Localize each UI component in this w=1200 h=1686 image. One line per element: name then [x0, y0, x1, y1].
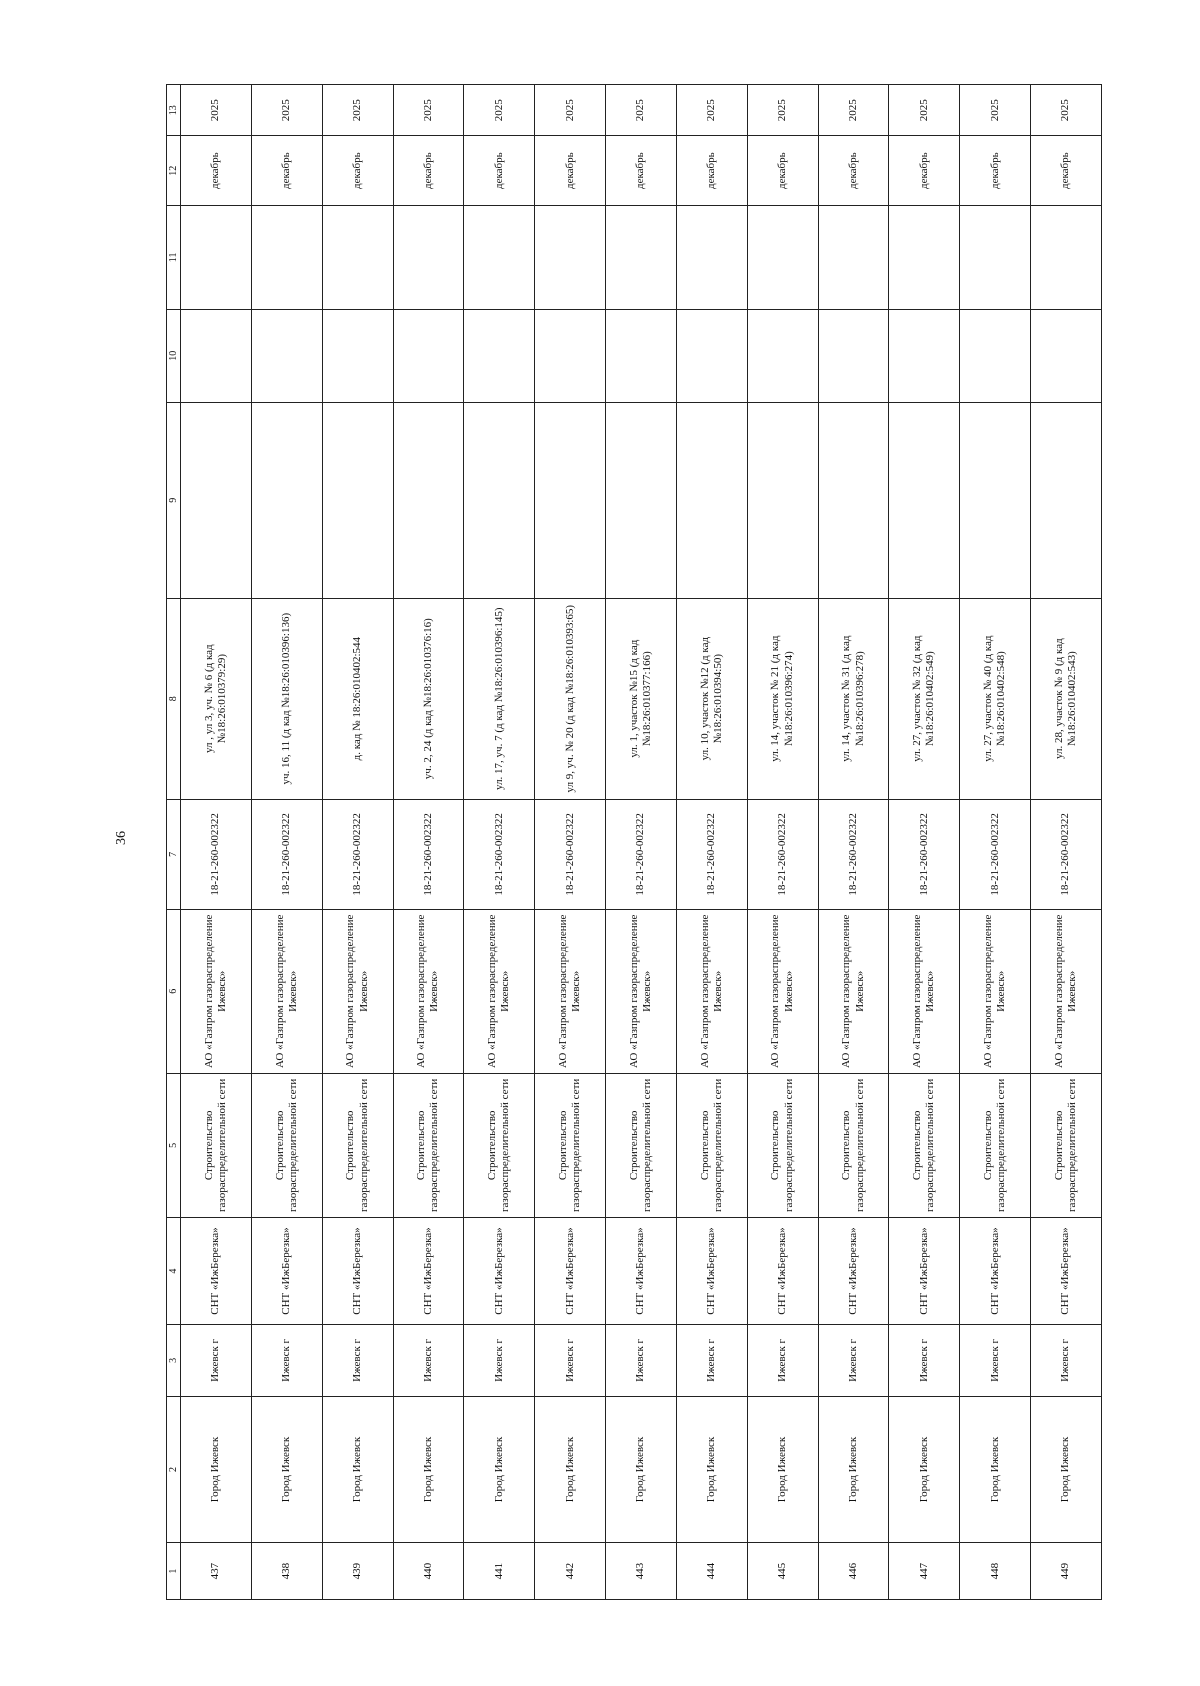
column-number: 8: [167, 598, 181, 799]
year-cell: 2025: [322, 85, 393, 136]
column-number: 12: [167, 136, 181, 206]
document-number-cell: 18-21-260-002322: [676, 799, 747, 909]
year-cell: 2025: [889, 85, 960, 136]
month-cell: декабрь: [747, 136, 818, 206]
snt-cell: СНТ «ИжБерезка»: [960, 1218, 1031, 1325]
col9-cell: [181, 402, 252, 598]
work-type-cell: Строительство газораспределительной сети: [1031, 1073, 1102, 1217]
work-type-cell: Строительство газораспределительной сети: [322, 1073, 393, 1217]
snt-cell: СНТ «ИжБерезка»: [464, 1218, 535, 1325]
municipality-cell: Город Ижевск: [464, 1396, 535, 1543]
col11-cell: [181, 205, 252, 309]
table-row: [606, 85, 677, 1600]
col10-cell: [818, 309, 889, 402]
municipality-cell: Город Ижевск: [393, 1396, 464, 1543]
month-cell: декабрь: [181, 136, 252, 206]
organization-cell: АО «Газпром газораспределение Ижевск»: [181, 909, 252, 1073]
organization-cell: АО «Газпром газораспределение Ижевск»: [747, 909, 818, 1073]
col11-cell: [1031, 205, 1102, 309]
municipality-cell: Город Ижевск: [251, 1396, 322, 1543]
month-cell: декабрь: [393, 136, 464, 206]
col10-cell: [251, 309, 322, 402]
document-number-cell: 18-21-260-002322: [1031, 799, 1102, 909]
row-number: 437: [181, 1543, 252, 1600]
month-cell: декабрь: [676, 136, 747, 206]
col9-cell: [960, 402, 1031, 598]
municipality-cell: Город Ижевск: [676, 1396, 747, 1543]
col11-cell: [960, 205, 1031, 309]
address-cell: ул. 27, участок № 40 (д кад №18:26:010402:548): [960, 598, 1031, 799]
table-row: [960, 85, 1031, 1600]
year-cell: 2025: [181, 85, 252, 136]
address-cell: ул. 28, участок № 9 (д кад №18:26:010402:543): [1031, 598, 1102, 799]
row-number: 439: [322, 1543, 393, 1600]
address-cell: ул. 10, участок №12 (д кад №18:26:010394:50): [676, 598, 747, 799]
month-cell: декабрь: [606, 136, 677, 206]
column-number: 2: [167, 1396, 181, 1543]
col9-cell: [676, 402, 747, 598]
document-number-cell: 18-21-260-002322: [181, 799, 252, 909]
year-cell: 2025: [251, 85, 322, 136]
year-cell: 2025: [747, 85, 818, 136]
col9-cell: [889, 402, 960, 598]
year-cell: 2025: [818, 85, 889, 136]
col10-cell: [464, 309, 535, 402]
municipality-cell: Город Ижевск: [181, 1396, 252, 1543]
document-number-cell: 18-21-260-002322: [393, 799, 464, 909]
snt-cell: СНТ «ИжБерезка»: [747, 1218, 818, 1325]
year-cell: 2025: [535, 85, 606, 136]
settlement-cell: Ижевск г: [535, 1325, 606, 1397]
month-cell: декабрь: [818, 136, 889, 206]
month-cell: декабрь: [464, 136, 535, 206]
table-row: [181, 85, 252, 1600]
address-cell: уч. 16, 11 (д кад №18:26:010396:136): [251, 598, 322, 799]
col9-cell: [322, 402, 393, 598]
col10-cell: [181, 309, 252, 402]
settlement-cell: Ижевск г: [464, 1325, 535, 1397]
month-cell: декабрь: [889, 136, 960, 206]
month-cell: декабрь: [960, 136, 1031, 206]
month-cell: декабрь: [1031, 136, 1102, 206]
address-cell: уч. 2, 24 (д кад №18:26:010376:16): [393, 598, 464, 799]
col9-cell: [251, 402, 322, 598]
address-cell: ул. 1, участок №15 (д кад №18:26:010377:166): [606, 598, 677, 799]
organization-cell: АО «Газпром газораспределение Ижевск»: [676, 909, 747, 1073]
snt-cell: СНТ «ИжБерезка»: [1031, 1218, 1102, 1325]
col11-cell: [747, 205, 818, 309]
organization-cell: АО «Газпром газораспределение Ижевск»: [251, 909, 322, 1073]
col11-cell: [251, 205, 322, 309]
work-type-cell: Строительство газораспределительной сети: [393, 1073, 464, 1217]
document-number-cell: 18-21-260-002322: [606, 799, 677, 909]
row-number: 446: [818, 1543, 889, 1600]
column-number: 1: [167, 1543, 181, 1600]
row-number: 449: [1031, 1543, 1102, 1600]
document-number-cell: 18-21-260-002322: [251, 799, 322, 909]
col10-cell: [747, 309, 818, 402]
col10-cell: [676, 309, 747, 402]
municipality-cell: Город Ижевск: [1031, 1396, 1102, 1543]
organization-cell: АО «Газпром газораспределение Ижевск»: [818, 909, 889, 1073]
col10-cell: [889, 309, 960, 402]
work-type-cell: Строительство газораспределительной сети: [747, 1073, 818, 1217]
snt-cell: СНТ «ИжБерезка»: [322, 1218, 393, 1325]
document-number-cell: 18-21-260-002322: [747, 799, 818, 909]
work-type-cell: Строительство газораспределительной сети: [464, 1073, 535, 1217]
snt-cell: СНТ «ИжБерезка»: [181, 1218, 252, 1325]
column-number: 9: [167, 402, 181, 598]
document-number-cell: 18-21-260-002322: [535, 799, 606, 909]
col11-cell: [322, 205, 393, 309]
col10-cell: [322, 309, 393, 402]
snt-cell: СНТ «ИжБерезка»: [393, 1218, 464, 1325]
settlement-cell: Ижевск г: [251, 1325, 322, 1397]
col9-cell: [464, 402, 535, 598]
col11-cell: [889, 205, 960, 309]
snt-cell: СНТ «ИжБерезка»: [889, 1218, 960, 1325]
column-number: 5: [167, 1073, 181, 1217]
table-row: [747, 85, 818, 1600]
work-type-cell: Строительство газораспределительной сети: [676, 1073, 747, 1217]
col9-cell: [606, 402, 677, 598]
settlement-cell: Ижевск г: [747, 1325, 818, 1397]
document-number-cell: 18-21-260-002322: [322, 799, 393, 909]
row-number: 441: [464, 1543, 535, 1600]
col9-cell: [1031, 402, 1102, 598]
row-number: 445: [747, 1543, 818, 1600]
settlement-cell: Ижевск г: [960, 1325, 1031, 1397]
col9-cell: [535, 402, 606, 598]
municipality-cell: Город Ижевск: [889, 1396, 960, 1543]
work-type-cell: Строительство газораспределительной сети: [960, 1073, 1031, 1217]
col10-cell: [535, 309, 606, 402]
municipality-cell: Город Ижевск: [747, 1396, 818, 1543]
work-type-cell: Строительство газораспределительной сети: [606, 1073, 677, 1217]
document-number-cell: 18-21-260-002322: [960, 799, 1031, 909]
col9-cell: [747, 402, 818, 598]
col11-cell: [464, 205, 535, 309]
col10-cell: [1031, 309, 1102, 402]
settlement-cell: Ижевск г: [606, 1325, 677, 1397]
document-number-cell: 18-21-260-002322: [464, 799, 535, 909]
document-number-cell: 18-21-260-002322: [889, 799, 960, 909]
year-cell: 2025: [464, 85, 535, 136]
year-cell: 2025: [676, 85, 747, 136]
table-row: [251, 85, 322, 1600]
municipality-cell: Город Ижевск: [322, 1396, 393, 1543]
row-number: 447: [889, 1543, 960, 1600]
table-row: [889, 85, 960, 1600]
address-cell: ул 9, уч. № 20 (д кад №18:26:010393:65): [535, 598, 606, 799]
organization-cell: АО «Газпром газораспределение Ижевск»: [889, 909, 960, 1073]
row-number: 440: [393, 1543, 464, 1600]
col10-cell: [606, 309, 677, 402]
municipality-cell: Город Ижевск: [535, 1396, 606, 1543]
col10-cell: [960, 309, 1031, 402]
work-type-cell: Строительство газораспределительной сети: [818, 1073, 889, 1217]
settlement-cell: Ижевск г: [181, 1325, 252, 1397]
row-number: 443: [606, 1543, 677, 1600]
column-number: 13: [167, 85, 181, 136]
row-number: 438: [251, 1543, 322, 1600]
column-number: 6: [167, 909, 181, 1073]
snt-cell: СНТ «ИжБерезка»: [676, 1218, 747, 1325]
month-cell: декабрь: [535, 136, 606, 206]
year-cell: 2025: [393, 85, 464, 136]
col11-cell: [818, 205, 889, 309]
column-number: 11: [167, 205, 181, 309]
snt-cell: СНТ «ИжБерезка»: [251, 1218, 322, 1325]
settlement-cell: Ижевск г: [818, 1325, 889, 1397]
settlement-cell: Ижевск г: [393, 1325, 464, 1397]
organization-cell: АО «Газпром газораспределение Ижевск»: [322, 909, 393, 1073]
organization-cell: АО «Газпром газораспределение Ижевск»: [606, 909, 677, 1073]
col11-cell: [606, 205, 677, 309]
address-cell: ул. 14, участок № 21 (д кад №18:26:010396:274): [747, 598, 818, 799]
organization-cell: АО «Газпром газораспределение Ижевск»: [1031, 909, 1102, 1073]
col11-cell: [676, 205, 747, 309]
month-cell: декабрь: [251, 136, 322, 206]
address-cell: ул. 27, участок № 32 (д кад №18:26:010402:549): [889, 598, 960, 799]
column-number: 4: [167, 1218, 181, 1325]
settlement-cell: Ижевск г: [676, 1325, 747, 1397]
col9-cell: [818, 402, 889, 598]
settlement-cell: Ижевск г: [322, 1325, 393, 1397]
year-cell: 2025: [606, 85, 677, 136]
col10-cell: [393, 309, 464, 402]
work-type-cell: Строительство газораспределительной сети: [535, 1073, 606, 1217]
organization-cell: АО «Газпром газораспределение Ижевск»: [535, 909, 606, 1073]
table-body: [181, 85, 1102, 1600]
organization-cell: АО «Газпром газораспределение Ижевск»: [464, 909, 535, 1073]
work-type-cell: Строительство газораспределительной сети: [889, 1073, 960, 1217]
work-type-cell: Строительство газораспределительной сети: [181, 1073, 252, 1217]
column-number: 7: [167, 799, 181, 909]
col11-cell: [535, 205, 606, 309]
settlement-cell: Ижевск г: [889, 1325, 960, 1397]
snt-cell: СНТ «ИжБерезка»: [535, 1218, 606, 1325]
year-cell: 2025: [960, 85, 1031, 136]
column-number: 10: [167, 309, 181, 402]
municipality-cell: Город Ижевск: [960, 1396, 1031, 1543]
municipality-cell: Город Ижевск: [606, 1396, 677, 1543]
document-number-cell: 18-21-260-002322: [818, 799, 889, 909]
table-row: [322, 85, 393, 1600]
registry-table: [166, 84, 1102, 1600]
col9-cell: [393, 402, 464, 598]
row-number: 448: [960, 1543, 1031, 1600]
month-cell: декабрь: [322, 136, 393, 206]
row-number: 444: [676, 1543, 747, 1600]
snt-cell: СНТ «ИжБерезка»: [818, 1218, 889, 1325]
organization-cell: АО «Газпром газораспределение Ижевск»: [960, 909, 1031, 1073]
table-row: [676, 85, 747, 1600]
settlement-cell: Ижевск г: [1031, 1325, 1102, 1397]
table-row: [393, 85, 464, 1600]
year-cell: 2025: [1031, 85, 1102, 136]
organization-cell: АО «Газпром газораспределение Ижевск»: [393, 909, 464, 1073]
table-row: [1031, 85, 1102, 1600]
snt-cell: СНТ «ИжБерезка»: [606, 1218, 677, 1325]
address-cell: д. кад № 18:26:010402:544: [322, 598, 393, 799]
table-row: [818, 85, 889, 1600]
page-number: 36: [114, 831, 129, 845]
column-number-row: [167, 85, 181, 1600]
address-cell: ул , ул 3, уч. № 6 (д кад №18:26:010379:29): [181, 598, 252, 799]
column-number: 3: [167, 1325, 181, 1397]
address-cell: ул. 17, уч. 7 (д кад №18:26:010396:145): [464, 598, 535, 799]
municipality-cell: Город Ижевск: [818, 1396, 889, 1543]
table-row: [464, 85, 535, 1600]
col11-cell: [393, 205, 464, 309]
row-number: 442: [535, 1543, 606, 1600]
table-row: [535, 85, 606, 1600]
address-cell: ул. 14, участок № 31 (д кад №18:26:010396:278): [818, 598, 889, 799]
work-type-cell: Строительство газораспределительной сети: [251, 1073, 322, 1217]
table-frame: [166, 84, 1102, 1600]
